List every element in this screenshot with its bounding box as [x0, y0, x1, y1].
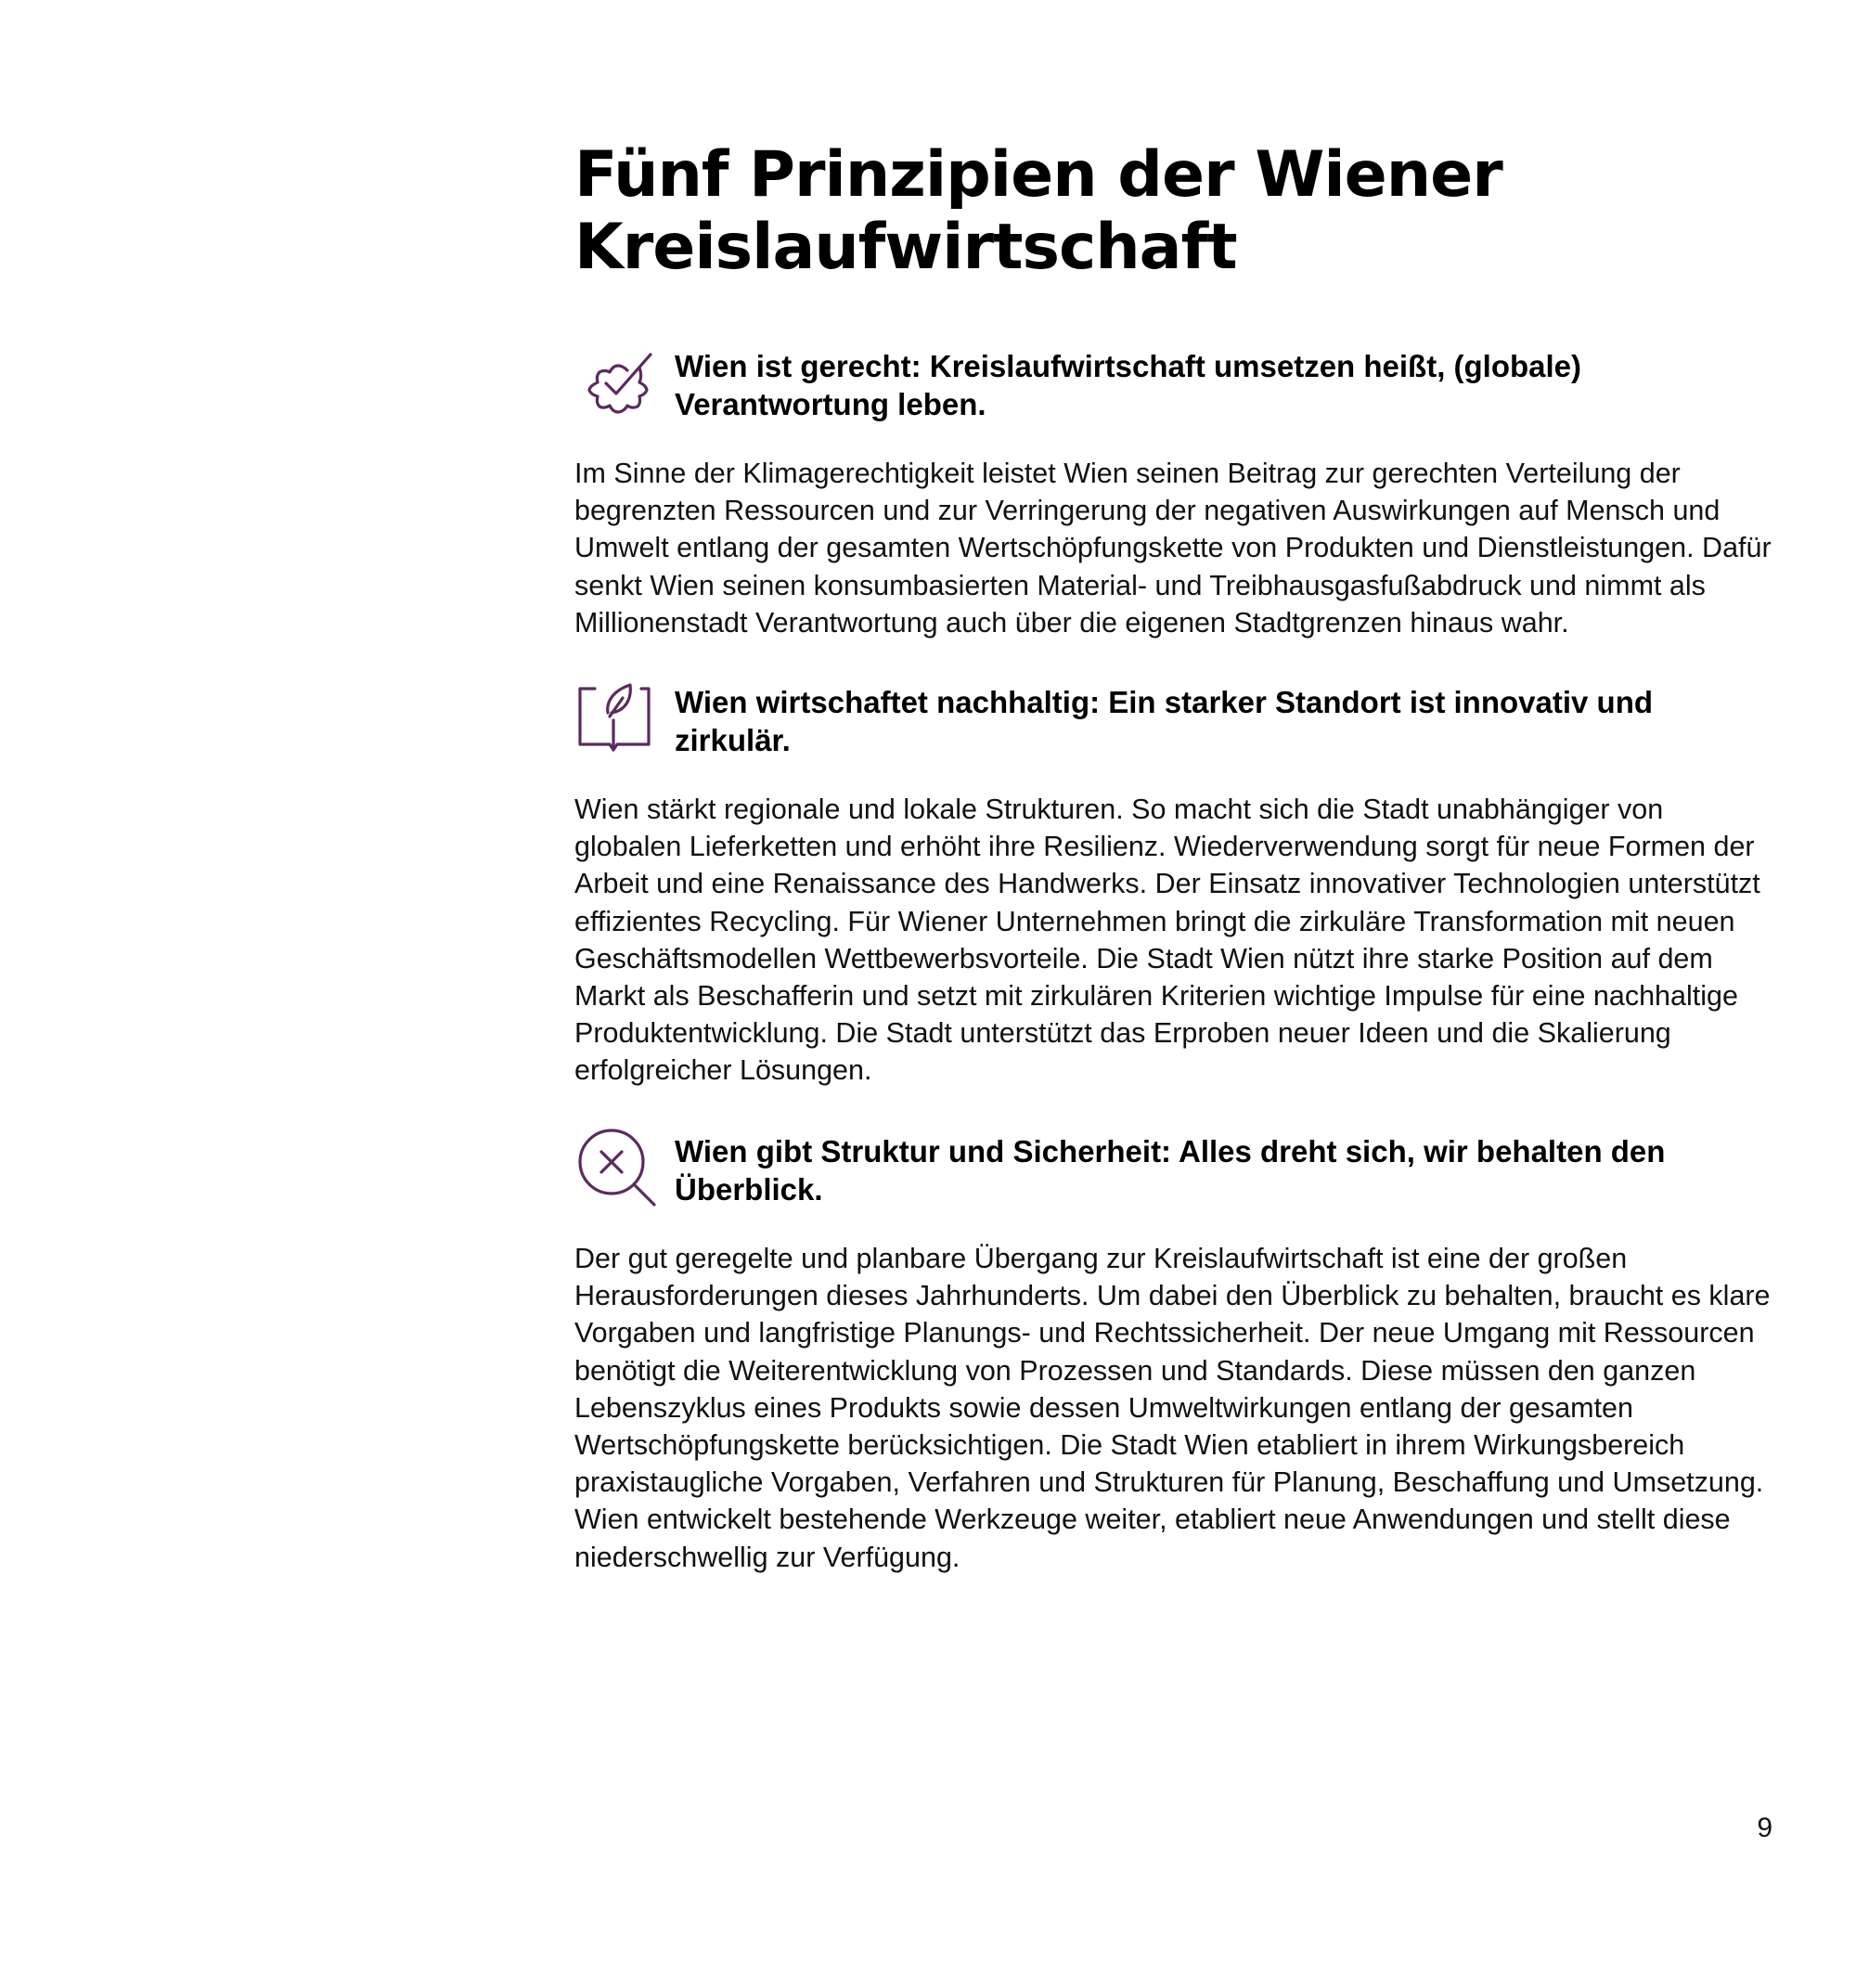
principle-1-body: Im Sinne der Klimagerechtigkeit leistet Wien seinen Beitrag zur gerechten Verteilung der begrenzten Ressourcen und zur Verringerung der negativen Auswirkungen auf Mensch und Umwelt entlang der gesamten Wertschöpfungskette von Produkten und Dienstleistungen. Dafür senkt Wien seinen konsumbasierten Material- und Treibhausgasfußabdruck und nimmt als Millionenstadt Verantwortung auch über die eigenen Stadtgrenzen hinaus wahr.: [574, 458, 1772, 639]
page-title: Fünf Prinzipien der Wiener Kreislaufwirtschaft: [574, 138, 1502, 284]
page-content: [574, 138, 1772, 1573]
principle-2-header: [574, 676, 1772, 761]
page-number: 9: [1757, 1813, 1772, 1843]
magnifier-x-icon: [574, 1125, 660, 1210]
principle-2-body: Wien stärkt regionale und lokale Strukturen. So macht sich die Stadt unabhängiger von globalen Lieferketten und erhöht ihre Resilienz. Wiederverwendung sorgt für neue Formen der Arbeit und eine Renaissance des Handwerks. Der Einsatz innovativer Technologien unterstützt effizientes Recycling. Für Wiener Unternehmen bringt die zirkuläre Transformation mit neuen Geschäftsmodellen Wettbewerbsvorteile. Die Stadt Wien nützt ihre starke Position auf dem Markt als Beschafferin und setzt mit zirkulären Kriterien wichtige Impulse für eine nachhaltige Produktentwicklung. Die Stadt unterstützt das Erproben neuer Ideen und die Skalierung erfolgreicher Lösungen.: [574, 794, 1760, 1087]
principle-3-body: Der gut geregelte und planbare Übergang zur Kreislaufwirtschaft ist eine der großen Herausforderungen dieses Jahrhunderts. Um dabei den Überblick zu behalten, braucht es klare Vorgaben und langfristige Planungs- und Rechtssicherheit. Der neue Umgang mit Ressourcen benötigt die Weiterentwicklung von Prozessen und Standards. Diese müssen den ganzen Lebenszyklus eines Produkts sowie dessen Umweltwirkungen entlang der gesamten Wertschöpfungskette berücksichtigen. Die Stadt Wien etabliert in ihrem Wirkungsbereich praxistaugliche Vorgaben, Verfahren und Strukturen für Planung, Beschaffung und Umsetzung. Wien entwickelt bestehende Werkzeuge weiter, etabliert neue Anwendungen und stellt diese niederschwellig zur Verfügung.: [574, 1243, 1771, 1573]
book-leaf-icon: [574, 676, 660, 761]
principle-2-heading: Wien wirtschaftet nachhaltig: Ein starker Standort ist innovativ und zirkulär.: [675, 685, 1654, 757]
principle-1-heading: Wien ist gerecht: Kreislaufwirtschaft umsetzen heißt, (globale) Verantwortung leben.: [675, 349, 1582, 421]
gear-check-icon: [574, 340, 660, 425]
principle-3-header: [574, 1125, 1772, 1210]
principle-3-heading: Wien gibt Struktur und Sicherheit: Alles dreht sich, wir behalten den Überblick.: [675, 1134, 1666, 1207]
principle-1-header: [574, 340, 1772, 425]
